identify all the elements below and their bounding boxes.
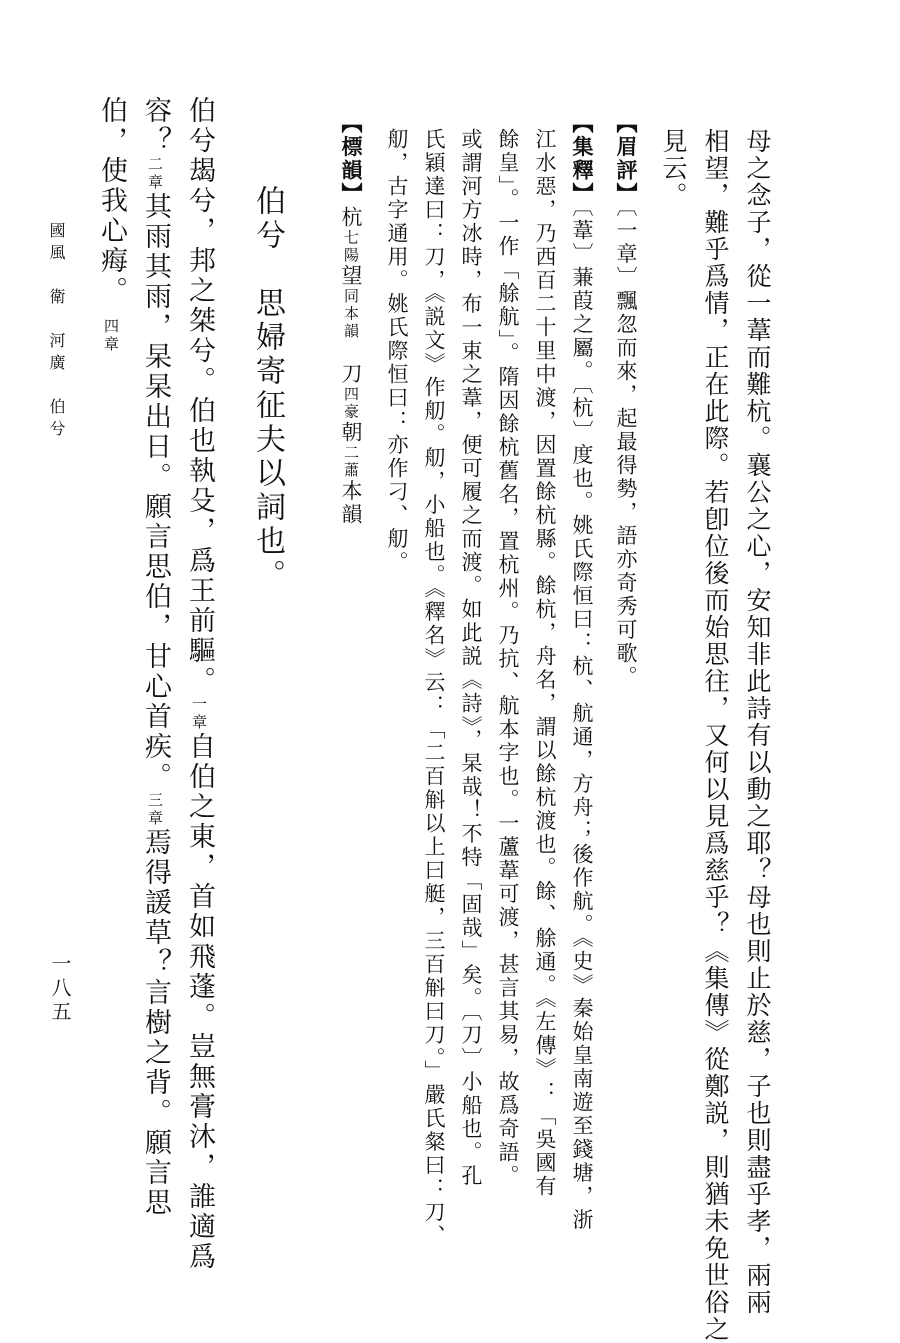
rhyme-word: 本韻 (339, 479, 363, 527)
jishi-line-2: 江水惡，乃西百二十里中渡，因置餘杭縣。餘杭，舟名，謂以餘杭渡也。餘、艅通。《左傳》：「吳國有 (533, 128, 557, 1199)
poem-subtitle: 思婦寄征夫以詞也。 (250, 287, 285, 593)
poem-line-3 (98, 96, 125, 354)
rhyme-note: 二蕭 (342, 444, 360, 480)
biaoyun-label: 【標韻】 (339, 112, 364, 206)
jishi-line-5: 氏穎達曰：刀，《説文》作舠。舠，小船也。《釋名》云：「二百斛以上曰艇，三百斛曰刀。」嚴氏粲曰：刀、 (422, 128, 446, 1248)
poem-name: 伯兮 (250, 185, 285, 253)
rhyme-note: 四豪 (342, 386, 360, 421)
rhyme-word: 望 (339, 264, 363, 288)
commentary-line-2: 相望，難乎爲情，正在此際。若卽位後而始思往，又何以見爲慈乎？《集傳》從鄭説，則猶未免世俗之 (701, 128, 730, 1343)
poem-text: 其雨其雨，杲杲出日。願言思伯，甘心首疾。 (140, 192, 171, 792)
commentary-line-1: 母之念子，從一葦而難杭。襄公之心，安知非此詩有以動之耶？母也則止於慈，子也則盡乎孝，兩兩 (743, 128, 772, 1316)
jishi-line-4: 或謂河方冰時，布一束之葦，便可履之而渡。如此説《詩》，杲哉！不特「固哉」矣。〔刀〕小船也。孔 (459, 128, 483, 1188)
biaoyun-note (340, 112, 362, 527)
poem-text: 容？ (140, 96, 171, 156)
jishi-line-3: 餘皇」。一作「艅航」。隋因餘杭舊名，置杭州。乃抗、航本字也。一蘆葦可渡，甚言其易，故爲奇語。 (496, 128, 520, 1188)
chapter-mark: 四章 (102, 318, 120, 354)
meiping-text: 〔一章〕飄忽而來，起最得勢，語亦奇秀可歌。 (614, 206, 638, 689)
chapter-mark: 二章 (146, 156, 164, 192)
meiping-note (615, 112, 637, 689)
rhyme-word: 刀 (339, 362, 363, 386)
poem-text: 伯，使我心痗。 (96, 96, 127, 306)
commentary-line-3: 見云。 (659, 128, 688, 209)
jishi-line-1 (571, 112, 593, 1232)
meiping-label: 【眉評】 (614, 112, 639, 206)
jishi-line-6: 舠，古字通用。姚氏際恒曰：亦作刁、舠。 (385, 128, 409, 575)
poem-title (250, 185, 285, 593)
jishi-label: 【集釋】 (570, 112, 595, 206)
poem-line-1 (186, 96, 213, 1272)
running-title: 國風 衛 河廣 伯兮 (47, 222, 66, 442)
poem-text: 自伯之東，首如飛蓬。豈無膏沐，誰適爲 (184, 732, 215, 1272)
poem-text: 伯兮朅兮，邦之桀兮。伯也執殳，爲王前驅。 (184, 96, 215, 696)
poem-text: 焉得諼草？言樹之背。願言思 (140, 828, 171, 1218)
rhyme-note: 七陽 (342, 229, 360, 265)
rhyme-note: 同本韻 (342, 288, 360, 341)
page-number: 一八五 (48, 953, 72, 1025)
poem-line-2 (142, 96, 169, 1218)
chapter-mark: 一章 (190, 696, 208, 732)
rhyme-word: 朝 (339, 421, 363, 445)
chapter-mark: 三章 (146, 792, 164, 828)
rhyme-word: 杭 (339, 206, 363, 230)
jishi-text-1: 〔葦〕蒹葭之屬。〔杭〕度也。姚氏際恒曰：杭、航通，方舟；後作航。《史》秦始皇南遊至錢塘，浙 (570, 206, 594, 1232)
